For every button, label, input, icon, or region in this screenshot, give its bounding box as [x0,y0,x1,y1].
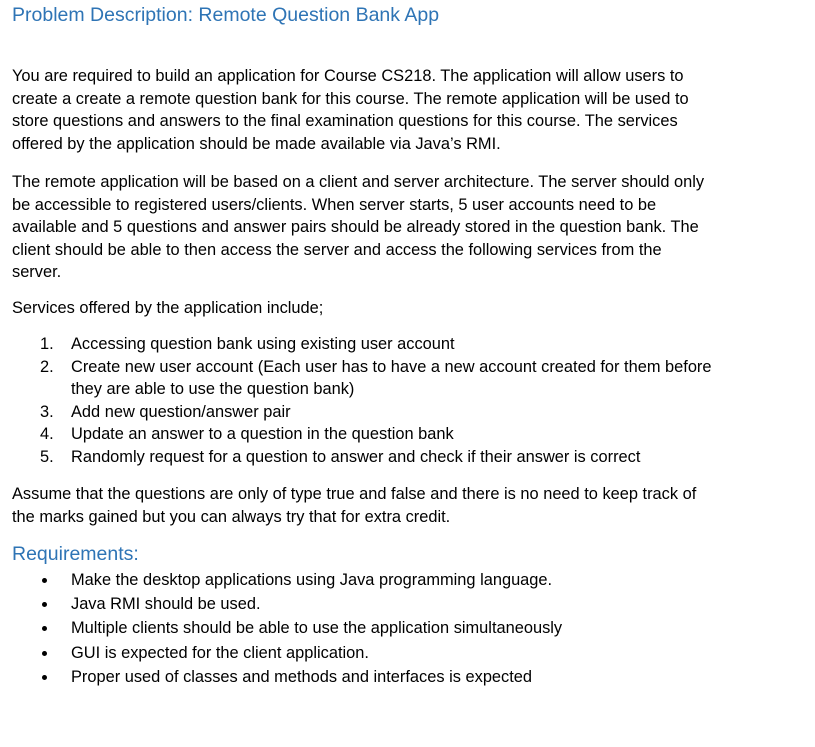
requirements-list [40,568,810,689]
requirements-heading: Requirements: [12,543,139,565]
list-item [40,641,810,665]
list-item [40,333,810,356]
paragraph-line: client should be able to then access the server and access the following services from the [12,240,662,259]
paragraph-line: offered by the application should be made available via Java’s RMI. [12,134,501,153]
list-item [40,356,810,401]
list-item-text: Make the desktop applications using Java programming language. [71,571,553,589]
list-item-text: Accessing question bank using existing user account [71,335,455,353]
paragraph-line: store questions and answers to the final examination questions for this course. The services [12,112,678,131]
paragraph-line: server. [12,263,62,282]
list-item-text: Add new question/answer pair [71,402,291,421]
services-list [40,333,810,469]
paragraph-line: Assume that the questions are only of type true and false and there is no need to keep track of [12,485,697,503]
list-item [40,592,810,616]
list-item [40,423,810,446]
list-item-text: Update an answer to a question in the question bank [71,425,454,444]
list-item-text: Java RMI should be used. [71,595,261,614]
bullet-icon [42,602,47,607]
bullet-icon [42,578,47,583]
list-item-text: Multiple clients should be able to use the application simultaneously [71,619,563,638]
list-item [40,401,810,424]
list-number: 3. [40,402,54,421]
bullet-icon [42,626,47,631]
paragraph-line: the marks gained but you can always try that for extra credit. [12,507,451,526]
list-item-text: Proper used of classes and methods and interfaces is expected [71,667,533,686]
list-number: 2. [40,357,54,376]
paragraph-line: The remote application will be based on a client and server architecture. The server should only [12,173,705,191]
list-item [40,568,810,592]
paragraph-intro [12,65,807,155]
list-number: 4. [40,425,54,444]
bullet-icon [42,675,47,680]
list-item [40,446,810,469]
list-item-text: they are able to use the question bank) [71,380,355,399]
paragraph-line: create a create a remote question bank for this course. The remote application will be used to [12,89,689,108]
paragraph-assumptions [12,483,807,528]
paragraph-line: be accessible to registered users/clients. When server starts, 5 user accounts need to be [12,195,657,214]
list-item-text: Create new user account (Each user has to have a new account created for them before [71,357,712,376]
paragraph-line: You are required to build an application for Course CS218. The application will allow users to [12,67,684,85]
page-title: Problem Description: Remote Question Bank App [12,4,440,26]
list-item [40,665,810,689]
list-item [40,616,810,640]
paragraph-line: available and 5 questions and answer pairs should be already stored in the question bank. The [12,218,699,237]
paragraph-line: Services offered by the application include; [12,299,324,317]
list-item-text: Randomly request for a question to answer and check if their answer is correct [71,447,641,466]
list-number: 1. [40,335,54,353]
bullet-icon [42,651,47,656]
list-item-text: GUI is expected for the client application. [71,643,369,662]
paragraph-architecture [12,171,807,284]
list-number: 5. [40,447,54,466]
paragraph-services-intro [12,297,807,320]
